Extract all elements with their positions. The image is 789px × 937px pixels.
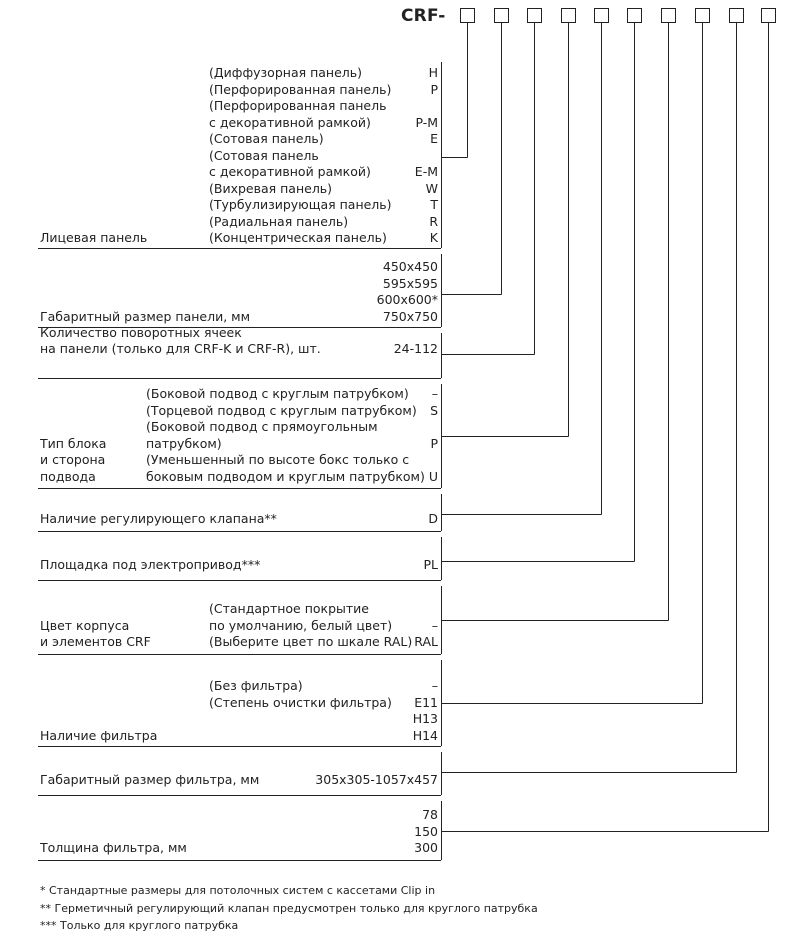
option-code: 750x750 (382, 308, 438, 324)
section-label: Толщина фильтра, мм (40, 840, 187, 855)
option-description: по умолчанию, белый цвет) (209, 617, 393, 633)
section-label: Наличие фильтра (40, 727, 158, 743)
option-description: (Боковой подвод с прямоугольным (146, 419, 378, 434)
option-code: 300 (414, 840, 438, 855)
option-code: P-M (415, 114, 438, 130)
section-label: и элементов CRF (40, 634, 151, 649)
section-label: на панели (только для CRF-K и CRF-R), шт. (40, 341, 321, 356)
option-description: (Степень очистки фильтра) (209, 694, 392, 710)
option-code: RAL (414, 634, 438, 649)
option-description: (Уменьшенный по высоте бокс только с (146, 452, 410, 467)
option-code: – (431, 617, 438, 633)
option-code: U (428, 468, 438, 484)
option-description: (Радиальная панель) (209, 213, 349, 229)
option-code: 24-112 (393, 341, 438, 356)
option-description: (Перфорированная панель) (209, 81, 392, 97)
section-label: Габаритный размер панели, мм (40, 308, 251, 324)
footnote: ** Герметичный регулирующий клапан предусмотрен только для круглого патрубка (40, 902, 538, 915)
option-code: H (428, 65, 438, 80)
option-code: E (430, 131, 438, 146)
option-code: H13 (412, 711, 438, 726)
option-description: (Стандартное покрытие (209, 601, 369, 616)
section-label: и сторона (40, 452, 106, 467)
option-code: R (429, 213, 438, 229)
option-description: (Торцевой подвод с круглым патрубком) (146, 402, 417, 418)
option-description: (Турбулизирующая панель) (209, 197, 392, 212)
option-code: – (431, 386, 438, 401)
option-description: (Без фильтра) (209, 678, 303, 693)
option-code: P (430, 435, 438, 451)
section-label: Количество поворотных ячеек (40, 324, 242, 340)
option-description: (Сотовая панель) (209, 131, 324, 146)
option-code: 305x305-1057x457 (315, 772, 438, 787)
option-code: K (429, 230, 438, 245)
option-code: 150 (414, 823, 438, 839)
product-code-prefix: CRF- (401, 6, 446, 26)
option-code: S (430, 402, 438, 418)
option-description: (Выберите цвет по шкале RAL) (209, 634, 413, 649)
option-code: T (430, 197, 438, 212)
section-label: Лицевая панель (40, 230, 148, 245)
option-description: с декоративной рамкой) (209, 114, 371, 130)
option-description: (Вихревая панель) (209, 180, 333, 196)
option-code: 600x600* (376, 292, 438, 307)
option-description: боковым подводом и круглым патрубком) (146, 468, 425, 484)
option-description: (Сотовая панель (209, 147, 319, 163)
section-label: Тип блока (40, 435, 107, 451)
option-code: D (428, 511, 438, 526)
footnote: * Стандартные размеры для потолочных систем с кассетами Clip in (40, 884, 436, 897)
option-code: W (425, 180, 438, 196)
option-code: 595x595 (382, 275, 438, 291)
option-code: E-M (414, 164, 438, 179)
option-description: (Диффузорная панель) (209, 65, 363, 80)
option-code: P (430, 81, 438, 97)
option-description: (Боковой подвод с круглым патрубком) (146, 386, 409, 401)
section-label: Наличие регулирующего клапана** (40, 511, 277, 526)
section-label: подвода (40, 468, 96, 484)
section-label: Площадка под электропривод*** (40, 557, 261, 572)
option-code: E11 (414, 694, 438, 710)
option-code: – (431, 678, 438, 693)
option-code: 78 (422, 807, 438, 822)
option-code: PL (423, 557, 438, 572)
option-description: патрубком) (146, 435, 222, 451)
section-label: Цвет корпуса (40, 617, 130, 633)
option-code: H14 (412, 727, 438, 743)
option-description: (Концентрическая панель) (209, 230, 387, 245)
option-description: (Перфорированная панель (209, 98, 387, 113)
option-code: 450x450 (382, 259, 438, 274)
section-label: Габаритный размер фильтра, мм (40, 772, 260, 787)
footnote: *** Только для круглого патрубка (40, 919, 239, 932)
option-description: с декоративной рамкой) (209, 164, 371, 179)
